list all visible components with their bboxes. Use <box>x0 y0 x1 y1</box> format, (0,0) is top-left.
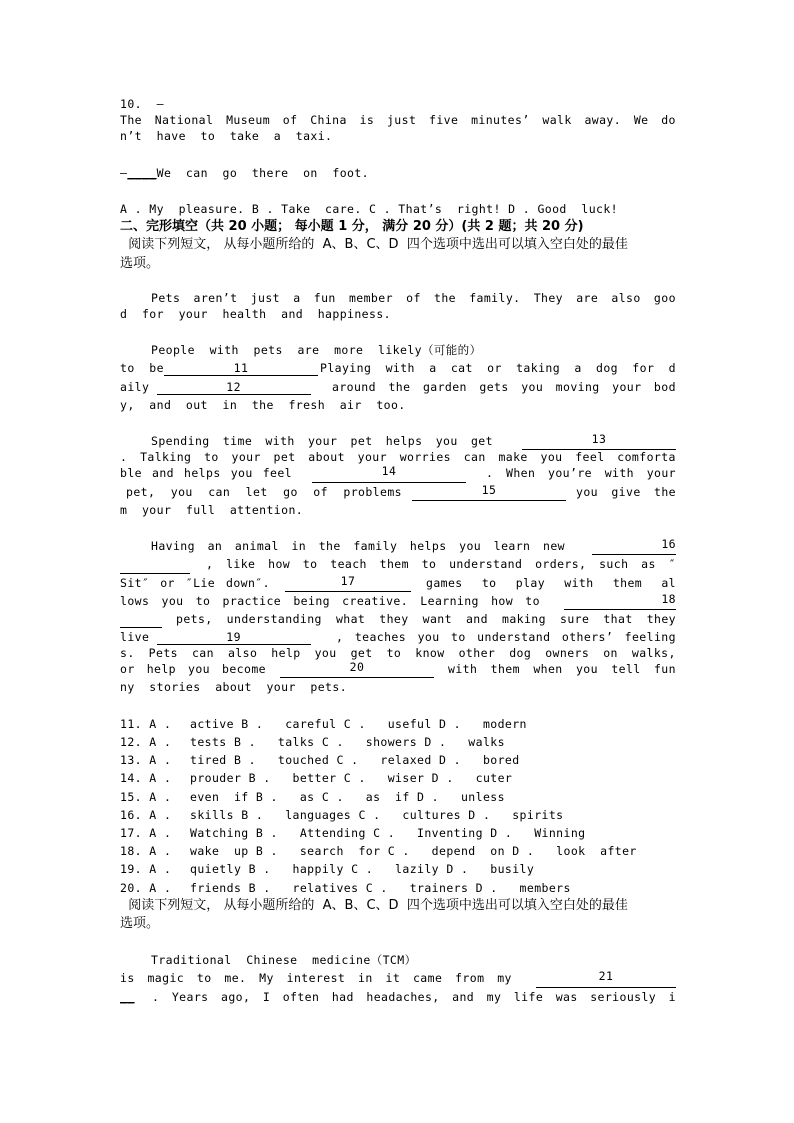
blank-12: 12 <box>157 380 311 395</box>
answer-choices: active B . careful C . useful D . modern <box>190 716 527 731</box>
word: just <box>386 113 417 128</box>
word: pet <box>273 450 296 465</box>
word: My <box>259 971 274 986</box>
word: Talking <box>140 450 192 465</box>
word: time <box>222 434 253 449</box>
p1-line-1 <box>120 291 676 305</box>
answer-row <box>120 842 676 860</box>
word: your <box>612 379 642 394</box>
word: pet <box>350 434 373 449</box>
word: learn <box>493 539 531 554</box>
blank-18: 18 <box>564 592 676 610</box>
blank-20: 20 <box>280 660 434 678</box>
word: they <box>379 611 409 626</box>
word: make <box>498 450 528 465</box>
word: the <box>318 539 341 554</box>
answer-row <box>120 860 676 878</box>
word: d <box>668 361 676 376</box>
word: animal <box>234 539 279 554</box>
word: fun <box>653 662 676 677</box>
word: such <box>599 557 629 572</box>
word: help <box>271 646 301 661</box>
p5-line-3: __ . Years ago, I often had headaches, and my life was seriously i <box>120 988 676 1006</box>
word: new <box>543 539 565 554</box>
word: taking <box>516 361 561 376</box>
answer-number: 20. A . <box>120 880 172 895</box>
word: s. <box>120 646 135 661</box>
word: a <box>293 290 301 305</box>
word: Pets <box>151 290 181 305</box>
word: Years <box>171 989 209 1004</box>
word: tell <box>611 662 641 677</box>
word: just <box>250 290 280 305</box>
word: and <box>452 989 475 1004</box>
blank-11: 11 <box>164 361 318 376</box>
word: them <box>490 662 520 677</box>
p3-line-5: m your full attention. <box>120 502 304 517</box>
word: you <box>575 662 598 677</box>
answer-number: 16. A . <box>120 807 172 822</box>
word: or <box>160 575 175 590</box>
p2-line-1: People with pets are more likely（可能的） <box>151 343 482 358</box>
p4-line-8 <box>120 660 676 678</box>
word: around <box>332 379 376 394</box>
q10-options: A . My pleasure. B . Take care. C . That’s right! D . Good luck! <box>120 201 619 216</box>
word: you <box>161 593 184 608</box>
word: an <box>207 539 223 554</box>
word: in <box>291 539 307 554</box>
answer-options <box>120 715 676 897</box>
p1-line-2: d for your health and happiness. <box>120 306 391 321</box>
p5-line-2 <box>120 969 676 987</box>
word: feel <box>262 466 292 481</box>
answer-choices: wake up B . search for C . depend on D . look after <box>190 844 637 859</box>
word: sure <box>560 611 590 626</box>
instruction-2-cont: 选项。 <box>120 915 160 931</box>
word: get <box>350 646 373 661</box>
word: , <box>206 557 214 572</box>
word: for <box>632 361 655 376</box>
word: practice <box>222 593 282 608</box>
word: pets, <box>176 611 213 626</box>
word: five <box>429 113 459 128</box>
answer-choices: Watching B . Attending C . Inventing D . Winning <box>190 825 586 840</box>
word: others’ <box>561 630 614 645</box>
word: being <box>293 593 330 608</box>
word: magic <box>147 971 185 986</box>
word: National <box>154 113 214 128</box>
blank-15: 15 <box>412 483 566 501</box>
word: Playing <box>320 361 372 376</box>
word: We <box>633 113 649 128</box>
answer-number: 11. A . <box>120 716 172 731</box>
word: fun <box>313 290 336 305</box>
word: ″Lie <box>185 575 216 590</box>
word: play <box>515 575 546 590</box>
p4-line-1 <box>120 537 676 555</box>
word: i <box>668 989 676 1004</box>
word: China <box>310 113 347 128</box>
word: your <box>231 450 261 465</box>
p4-line-9: ny stories about your pets. <box>120 680 348 695</box>
word: of <box>313 484 328 499</box>
answer-row <box>120 824 676 842</box>
word: understand <box>449 557 523 572</box>
word: family <box>353 539 398 554</box>
word: . <box>120 450 128 465</box>
word: Pets <box>148 646 178 661</box>
answer-choices: prouder B . better C . wiser D . cuter <box>190 771 513 786</box>
answer-number: 14. A . <box>120 771 172 786</box>
word: teach <box>330 557 367 572</box>
word: how <box>491 593 514 608</box>
word: your <box>646 466 676 481</box>
word: you’re <box>548 466 592 481</box>
word: often <box>282 989 320 1004</box>
word: understanding <box>226 611 322 626</box>
p3-line-1 <box>120 432 676 450</box>
word: go <box>283 484 298 499</box>
p4-line-5 <box>120 610 676 628</box>
word: walk <box>542 113 572 128</box>
word: interest <box>286 971 346 986</box>
word: walks, <box>631 646 676 661</box>
word: away. <box>584 113 622 128</box>
word: problems <box>343 484 402 499</box>
word: garden <box>422 379 467 394</box>
blank-19: 19 <box>157 630 311 645</box>
p3-line-2 <box>120 450 676 464</box>
answer-row <box>120 879 676 897</box>
word: also <box>611 290 641 305</box>
exam-page <box>120 95 676 1006</box>
word: member <box>348 290 393 305</box>
word: of <box>282 113 298 128</box>
word: know <box>415 646 445 661</box>
word: your <box>307 434 338 449</box>
word: , <box>336 630 344 645</box>
q10-answer-line: —____We can go there on foot. <box>120 165 370 180</box>
word: al <box>661 575 676 590</box>
word: you <box>576 484 598 499</box>
word: let <box>245 484 268 499</box>
word: to <box>481 575 497 590</box>
word: Museum <box>226 113 271 128</box>
word: minutes’ <box>471 113 530 128</box>
word: become <box>222 662 266 677</box>
word: with <box>265 434 295 449</box>
word: they <box>646 611 676 626</box>
p2-line-2: to be 11 Playing with a cat or taking a dog for d <box>120 359 676 377</box>
word: headaches, <box>366 989 440 1004</box>
word: want <box>422 611 452 626</box>
answer-number: 17. A . <box>120 825 172 840</box>
word: with <box>564 575 594 590</box>
word: you <box>435 434 458 449</box>
section-2-heading: 二、完形填空（共 20 小题； 每小题 1 分， 满分 20 分）(共 2 题；共 20 分) <box>120 219 584 235</box>
word: moving <box>555 379 600 394</box>
word: to <box>525 593 540 608</box>
word: to <box>196 971 212 986</box>
answer-number: 19. A . <box>120 862 172 877</box>
answer-number: 15. A . <box>120 789 172 804</box>
word: orders, <box>535 557 587 572</box>
word: from <box>455 971 485 986</box>
word: family. <box>469 290 521 305</box>
word: ago, <box>221 989 251 1004</box>
word: comforta <box>617 450 676 465</box>
word: a <box>574 361 582 376</box>
blank-14: 14 <box>312 464 466 482</box>
word: you <box>170 484 193 499</box>
word: them <box>612 575 643 590</box>
word: you <box>459 539 482 554</box>
word: Spending <box>151 434 210 449</box>
word: Having <box>151 539 195 554</box>
word: as <box>641 557 656 572</box>
p4-line-3 <box>120 574 676 592</box>
word: lows <box>120 593 150 608</box>
word: you <box>230 466 253 481</box>
word: or <box>120 662 135 677</box>
word: helps <box>409 539 447 554</box>
word: and <box>152 466 174 481</box>
blank-16: 16 <box>592 537 676 555</box>
word: do <box>661 113 676 128</box>
word: had <box>331 989 354 1004</box>
word: understand <box>477 630 551 645</box>
q10-number: 10. — <box>120 97 164 111</box>
word: like <box>226 557 256 572</box>
word: to <box>386 646 402 661</box>
answer-number: 18. A . <box>120 844 172 859</box>
word: gets <box>479 379 509 394</box>
p4-line-4 <box>120 592 676 610</box>
word: my <box>486 989 502 1004</box>
word: ″ <box>668 557 676 572</box>
word: a <box>429 361 437 376</box>
blank-17: 17 <box>285 574 411 592</box>
word: the <box>654 484 676 499</box>
answer-choices: skills B . languages C . cultures D . spirits <box>190 807 564 822</box>
answer-row <box>120 733 676 751</box>
word: you <box>417 630 440 645</box>
word: also <box>227 646 258 661</box>
word: When <box>506 466 536 481</box>
word: your <box>357 450 387 465</box>
blank-21: 21 <box>536 969 676 987</box>
word: life <box>513 989 544 1004</box>
word: aren’t <box>193 290 238 305</box>
p2-line-3: aily 12 around the garden gets you moving your bod <box>120 378 676 396</box>
word: creative. <box>342 593 409 608</box>
word: that <box>603 611 633 626</box>
word: dog <box>509 646 532 661</box>
word: goo <box>653 290 676 305</box>
word: or <box>487 361 502 376</box>
word: They <box>533 290 563 305</box>
word: teaches <box>354 630 407 645</box>
word: to <box>451 630 466 645</box>
word: what <box>335 611 366 626</box>
word: feel <box>575 450 605 465</box>
word: The <box>120 113 142 128</box>
word: are <box>576 290 599 305</box>
word: with <box>385 361 415 376</box>
word: Learning <box>420 593 479 608</box>
word: give <box>611 484 641 499</box>
word: the <box>434 290 456 305</box>
word: my <box>497 971 512 986</box>
word: can <box>191 646 214 661</box>
p2-line-4: y, and out in the fresh air too. <box>120 397 406 412</box>
word: to <box>302 557 318 572</box>
answer-choices: tired B . touched C . relaxed D . bored <box>190 753 520 768</box>
word: can <box>208 484 231 499</box>
p3-line-4 <box>120 483 676 501</box>
word: is <box>359 113 375 128</box>
word: worries <box>399 450 451 465</box>
word: on <box>603 646 618 661</box>
word: it <box>385 971 401 986</box>
word: cat <box>450 361 473 376</box>
answer-choices: quietly B . happily C . lazily D . busily <box>190 862 535 877</box>
word: helps <box>184 466 221 481</box>
word: I <box>262 989 271 1004</box>
q10-line-2: n’t have to take a taxi. <box>120 129 333 144</box>
word: help <box>146 662 176 677</box>
word: them <box>379 557 409 572</box>
word: you <box>314 646 337 661</box>
word: about <box>308 450 345 465</box>
word: you <box>521 379 544 394</box>
q10-blank: ____ <box>127 165 157 180</box>
answer-choices: tests B . talks C . showers D . walks <box>190 735 505 749</box>
word: you <box>540 450 563 465</box>
word: seriously <box>590 989 657 1004</box>
word: dog <box>596 361 618 376</box>
answer-row <box>120 715 676 733</box>
word: down″. <box>226 575 270 590</box>
word: when <box>533 662 563 677</box>
word: came <box>412 971 443 986</box>
word: . <box>152 989 160 1004</box>
word: of <box>406 290 421 305</box>
word: is <box>120 971 135 986</box>
word: with <box>604 466 634 481</box>
word: pet, <box>126 484 156 499</box>
instruction-2: 阅读下列短文， 从每小题所给的 A、B、C、D 四个选项中选出可以填入空白处的最佳 <box>128 897 628 913</box>
word: games <box>426 575 463 590</box>
p4-line-7 <box>120 646 676 660</box>
q10-line-1 <box>120 113 676 127</box>
word: and <box>465 611 488 626</box>
p5-line-1: Traditional Chinese medicine（TCM） <box>151 953 417 968</box>
blank-13: 13 <box>522 432 676 450</box>
instruction-1-cont: 选项。 <box>120 255 160 271</box>
word: with <box>448 662 478 677</box>
answer-choices: even if B . as C . as if D . unless <box>190 789 505 804</box>
word: can <box>463 450 486 465</box>
word: helps <box>385 434 423 449</box>
word: bod <box>653 379 676 394</box>
word: to <box>204 450 219 465</box>
word: the <box>388 379 411 394</box>
instruction-1: 阅读下列短文， 从每小题所给的 A、B、C、D 四个选项中选出可以填入空白处的最佳 <box>128 237 628 253</box>
word: me. <box>224 971 247 986</box>
answer-number: 13. A . <box>120 753 172 768</box>
p4-line-2 <box>120 555 676 573</box>
word: owners <box>545 646 590 661</box>
word: how <box>268 557 291 572</box>
p3-line-3 <box>120 464 676 482</box>
word: you <box>188 662 210 677</box>
word: other <box>458 646 496 661</box>
word: to <box>195 593 211 608</box>
word: . <box>486 466 494 481</box>
word: get <box>470 434 493 449</box>
word: to <box>421 557 437 572</box>
word: making <box>502 611 546 626</box>
word: ble <box>120 466 142 481</box>
answer-row <box>120 806 676 824</box>
word: feeling <box>624 630 676 645</box>
answer-row <box>120 788 676 806</box>
word: in <box>358 971 373 986</box>
word: Sit″ <box>120 575 150 590</box>
p4-line-6: live 19 , teaches you to understand others’ feeling <box>120 628 676 646</box>
answer-choices: friends B . relatives C . trainers D . members <box>190 880 571 895</box>
answer-row <box>120 751 676 769</box>
word: was <box>555 989 578 1004</box>
answer-row <box>120 769 676 787</box>
answer-number: 12. A . <box>120 735 172 749</box>
